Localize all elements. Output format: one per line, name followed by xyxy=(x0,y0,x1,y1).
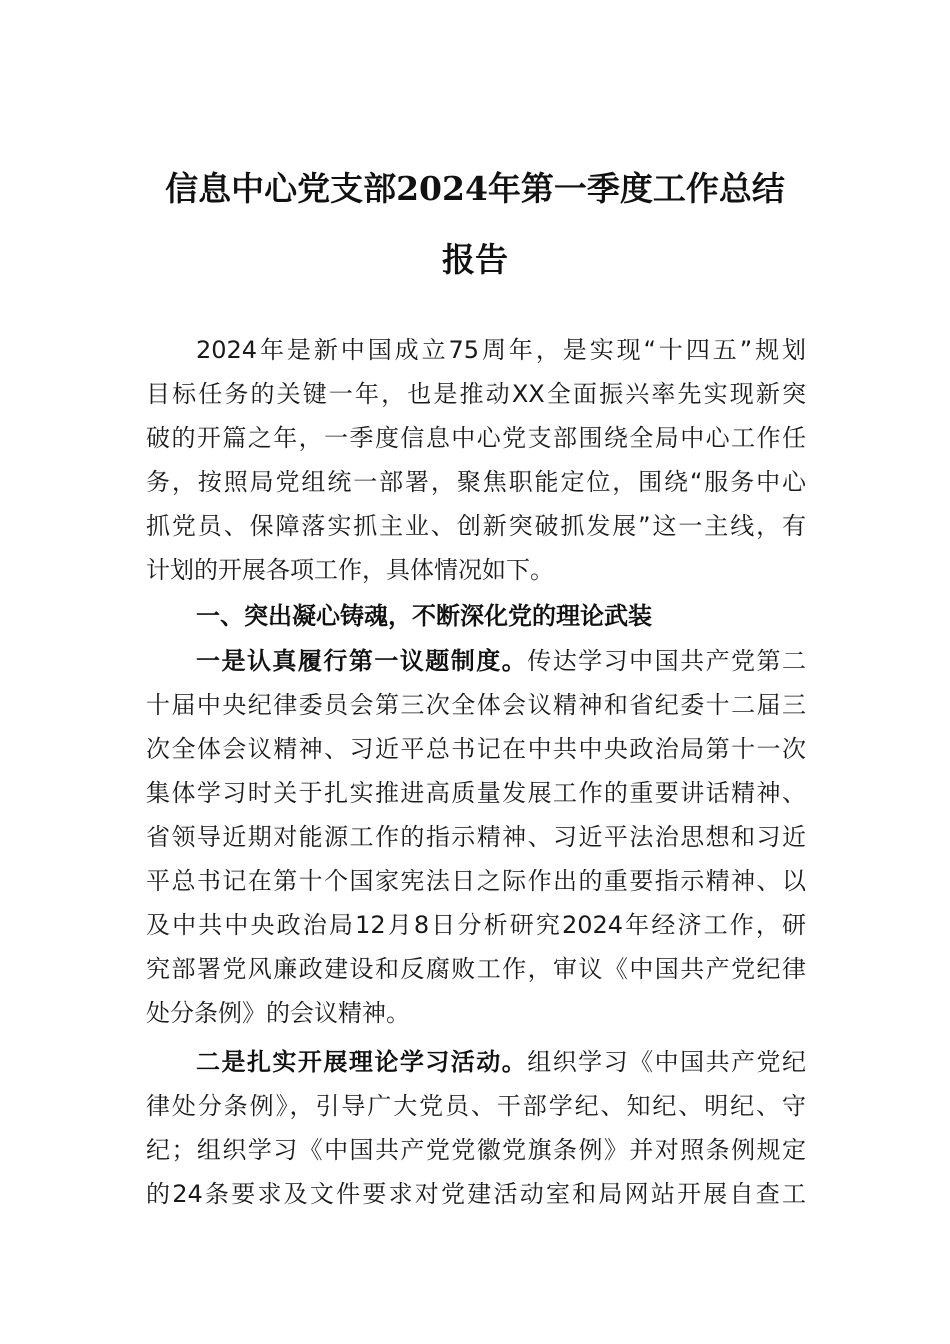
item2-line-1 xyxy=(196,1047,806,1077)
item2-line-3: 纪；组织学习《中国共产党党徽党旗条例》并对照条例规定 xyxy=(146,1136,806,1164)
intro-line-3: 破的开篇之年，一季度信息中心党支部围绕全局中心工作任 xyxy=(146,424,806,452)
item1-line-6: 平总书记在第十个国家宪法日之际作出的重要指示精神、以 xyxy=(146,867,806,895)
document-title-line-1: 信息中心党支部2024年第一季度工作总结 xyxy=(165,169,785,208)
item2-first-rest: 组织学习《中国共产党纪 xyxy=(527,1048,807,1076)
section-heading-1: 一、突出凝心铸魂，不断深化党的理论武装 xyxy=(196,602,652,630)
intro-line-6: 计划的开展各项工作，具体情况如下。 xyxy=(146,556,554,584)
document-title-line-2: 报告 xyxy=(442,240,508,279)
intro-line-5: 抓党员、保障落实抓主业、创新突破抓发展”这一主线，有 xyxy=(146,512,806,540)
intro-line-1: 2024年是新中国成立75周年，是实现“十四五”规划 xyxy=(196,336,806,364)
item1-lead: 一是认真履行第一议题制度。 xyxy=(196,647,528,675)
item1-line-8: 究部署党风廉政建设和反腐败工作，审议《中国共产党纪律 xyxy=(146,955,806,983)
item1-line-7: 及中共中央政治局12月8日分析研究2024年经济工作，研 xyxy=(146,911,806,939)
item2-lead: 二是扎实开展理论学习活动。 xyxy=(196,1048,528,1076)
intro-line-4: 务，按照局党组统一部署，聚焦职能定位，围绕“服务中心 xyxy=(146,468,806,496)
item2-line-4: 的24条要求及文件要求对党建活动室和局网站开展自查工 xyxy=(146,1180,806,1208)
item1-first-rest: 传达学习中国共产党第二 xyxy=(527,647,807,675)
item1-line-4: 集体学习时关于扎实推进高质量发展工作的重要讲话精神、 xyxy=(146,779,806,807)
item1-line-9: 处分条例》的会议精神。 xyxy=(146,999,410,1027)
item1-line-2: 十届中央纪律委员会第三次全体会议精神和省纪委十二届三 xyxy=(146,691,806,719)
item1-line-5: 省领导近期对能源工作的指示精神、习近平法治思想和习近 xyxy=(146,823,806,851)
intro-line-2: 目标任务的关键一年，也是推动XX全面振兴率先实现新突 xyxy=(146,380,806,408)
item1-line-3: 次全体会议精神、习近平总书记在中共中央政治局第十一次 xyxy=(146,735,806,763)
item1-line-1 xyxy=(196,646,806,676)
item2-line-2: 律处分条例》，引导广大党员、干部学纪、知纪、明纪、守 xyxy=(146,1092,806,1120)
